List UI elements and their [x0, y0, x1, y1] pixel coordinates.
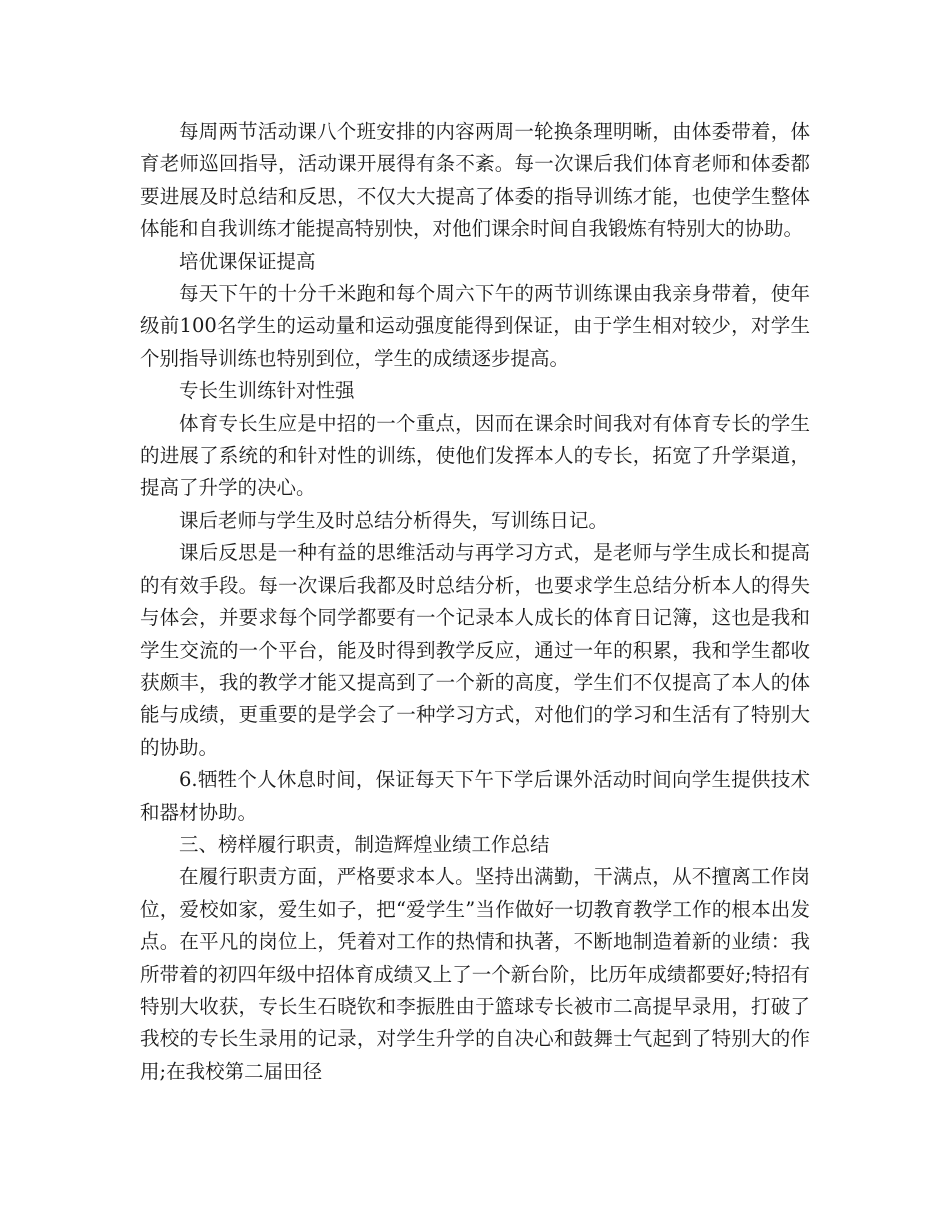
paragraph-specialty-training: 体育专长生应是中招的一个重点，因而在课余时间我对有体育专长的学生的进展了系统的和针对性的训练，使他们发挥本人的专长，拓宽了升学渠道，提高了升学的决心。 — [140, 411, 810, 500]
paragraph-excellence-class: 每天下午的十分千米跑和每个周六下午的两节训练课由我亲身带着，使年级前100名学生的运动量和运动强度能得到保证，由于学生相对较少，对学生个别指导训练也特别到位，学生的成绩逐步提高。 — [140, 282, 810, 370]
heading-specialty-training: 专长生训练针对性强 — [179, 379, 355, 403]
document-body — [140, 116, 810, 1088]
heading-after-class-summary: 课后老师与学生及时总结分析得失，写训练日记。 — [179, 508, 609, 532]
paragraph-personal-time: 6.牺牲个人休息时间，保证每天下午下学后课外活动时间向学生提供技术和器材协助。 — [140, 768, 810, 824]
paragraph-after-class-reflection: 课后反思是一种有益的思维活动与再学习方式，是老师与学生成长和提高的有效手段。每一次课后我都及时总结分析，也要求学生总结分析本人的得失与体会，并要求每个同学都要有一个记录本人成长的体育日记簿，这也是我和学生交流的一个平台，能及时得到教学反应，通过一年的积累，我和学生都收获颇丰，我的教学才能又提高到了一个新的高度，学生们不仅提高了本人的体能与成绩，更重要的是学会了一种学习方式，对他们的学习和生活有了特别大的协助。 — [140, 541, 810, 759]
paragraph-activity-class: 每周两节活动课八个班安排的内容两周一轮换条理明晰，由体委带着，体育老师巡回指导，活动课开展得有条不紊。每一次课后我们体育老师和体委都要进展及时总结和反思，不仅大大提高了体委的指导训练才能，也使学生整体体能和自我训练才能提高特别快，对他们课余时间自我锻炼有特别大的协助。 — [140, 120, 810, 241]
paragraph-duties: 在履行职责方面，严格要求本人。坚持出满勤，干满点，从不擅离工作岗位，爱校如家，爱生如子，把“爱学生”当作做好一切教育教学工作的根本出发点。在平凡的岗位上，凭着对工作的热情和执著，不断地制造着新的业绩：我所带着的初四年级中招体育成绩又上了一个新台阶，比历年成绩都要好;特招有特别大收获，专长生石晓钦和李振胜由于篮球专长被市二高提早录用，打破了我校的专长生录用的记录，对学生升学的自决心和鼓舞士气起到了特别大的作用;在我校第二届田径 — [140, 865, 810, 1083]
heading-excellence-class: 培优课保证提高 — [179, 249, 316, 273]
heading-section-three: 三、榜样履行职责，制造辉煌业绩工作总结 — [179, 832, 550, 856]
